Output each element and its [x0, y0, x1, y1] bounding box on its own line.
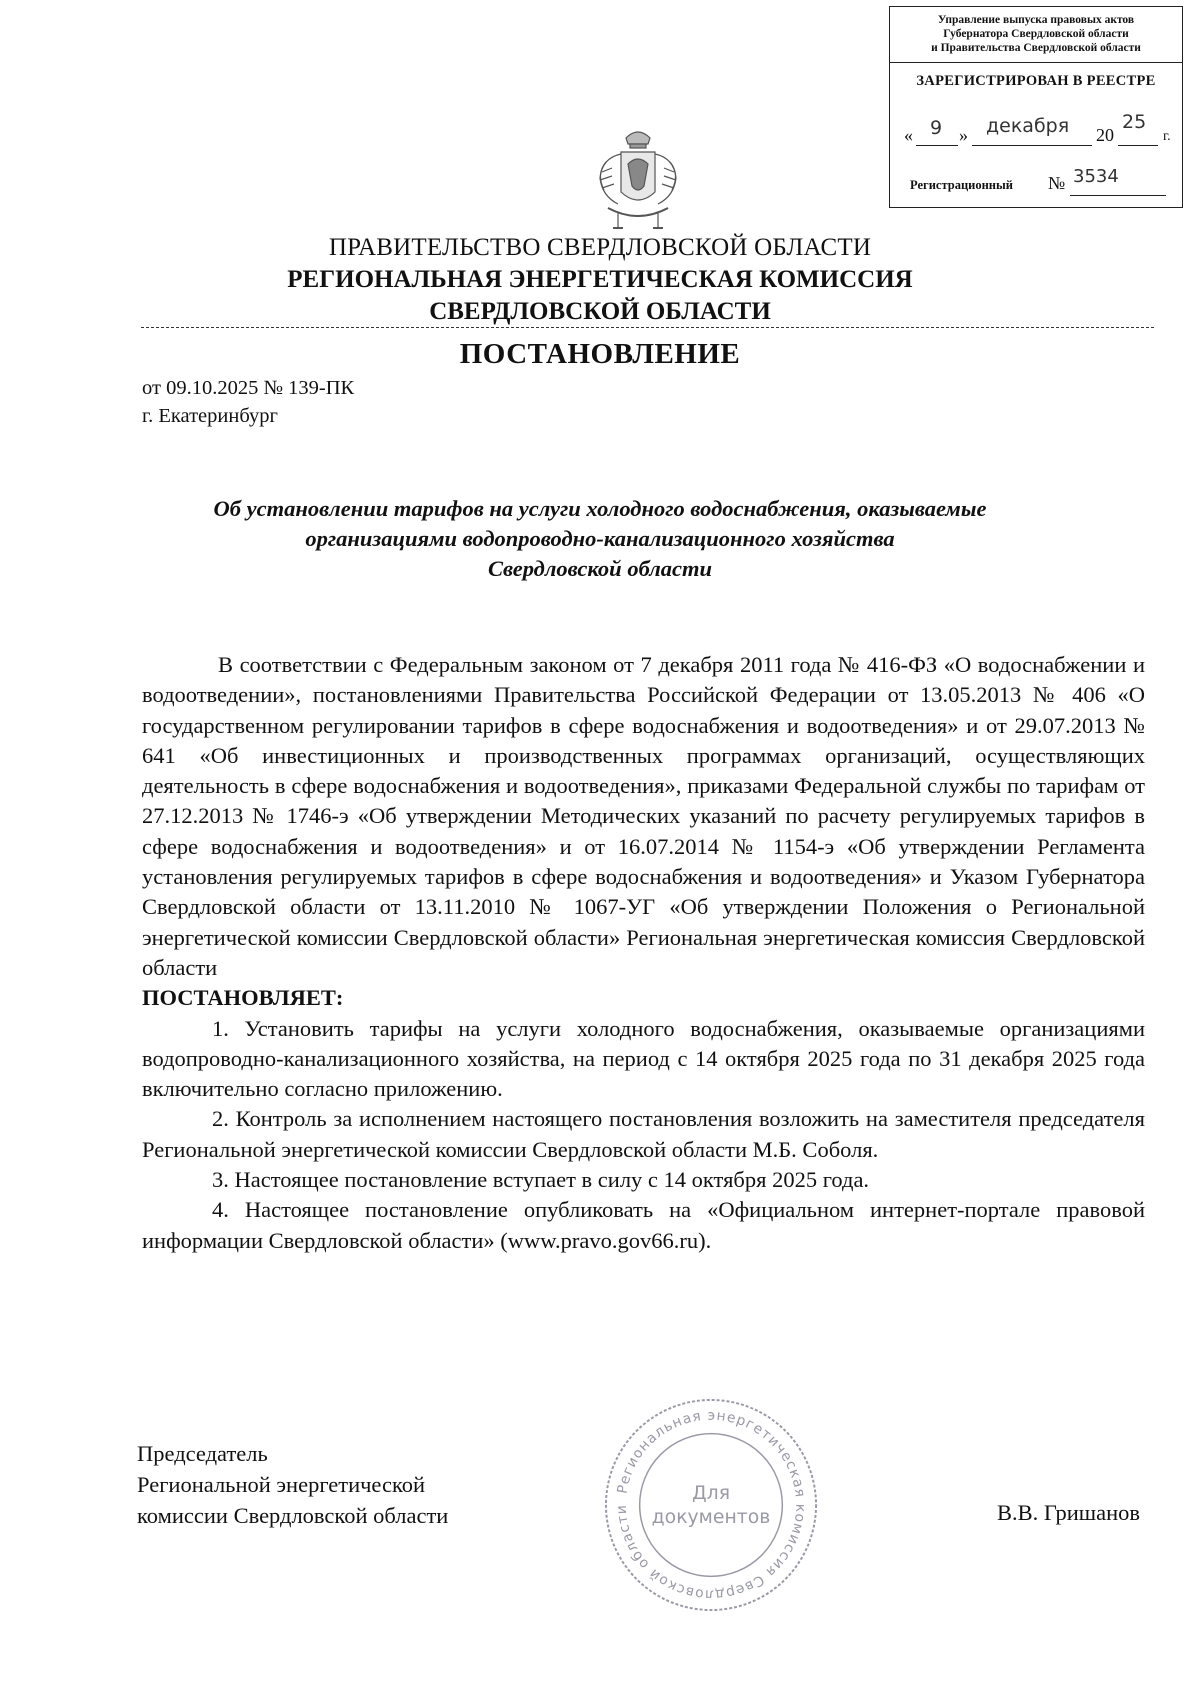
day-underline — [916, 145, 958, 146]
subject-line: Об установлении тарифов на услуги холодного водоснабжения, оказываемые — [213, 496, 987, 521]
document-date-number: от 09.10.2025 № 139-ПК — [142, 377, 355, 399]
registration-office-line: Губернатора Свердловской области — [943, 28, 1129, 40]
registration-title: ЗАРЕГИСТРИРОВАН В РЕЕСТРЕ — [916, 73, 1156, 89]
number-underline — [1070, 195, 1166, 196]
subject-line: Свердловской области — [487, 556, 713, 581]
quote-close: » — [959, 125, 968, 145]
position-line: Региональной энергетической — [137, 1472, 426, 1497]
registration-number-label: Регистрационный — [910, 178, 1013, 192]
official-seal — [602, 1395, 820, 1615]
quote-open: « — [904, 125, 913, 145]
year-underline — [1118, 145, 1158, 146]
header-divider — [141, 327, 1154, 328]
preamble-paragraph: В соответствии с Федеральным законом от 7 декабря 2011 года № 416-ФЗ «О водоснабжении и водоотведении», постановлениями Правительства Российской Федерации от 13.05.2013 № 406 «О государственном регулировании тарифов в сфере водоснабжения и водоотведения» и от 29.07.2013 № 641 «Об инвестиционных и производственных программах организаций, осуществляющих деятельность в сфере водоснабжения и водоотведения», приказами Федеральной службы по тарифам от 27.12.2013 № 1746-э «Об утверждении Методических указаний по расчету регулируемых тарифов в сфере водоснабжения и водоотведения» и от 16.07.2014 № 1154-э «Об утверждении Регламента установления регулируемых тарифов в сфере водоснабжения и водоотведения» и Указом Губернатора Свердловской области от 13.11.2010 № 1067-УГ «Об утверждении Положения о Региональной энергетической комиссии Свердловской области» Региональная энергетическая комиссия Свердловской области — [142, 652, 1145, 980]
number-sign: № — [1048, 173, 1066, 193]
year-unit: г. — [1163, 129, 1171, 144]
coat-of-arms-emblem — [588, 124, 688, 232]
registration-date — [890, 111, 1182, 147]
registration-year-suffix: 25 — [1122, 111, 1147, 133]
clause-paragraph: 1. Установить тарифы на услуги холодного водоснабжения, оказываемые организациями водопроводно-канализационного хозяйства, на период с 14 октября 2025 года по 31 декабря 2025 года включительно согласно приложению. — [142, 1015, 1145, 1102]
registration-day: 9 — [930, 117, 943, 139]
signatory-name: В.В. Гришанов — [997, 1500, 1140, 1525]
signatory-position — [137, 1438, 448, 1531]
registration-office — [890, 7, 1182, 63]
clause-paragraph: 3. Настоящее постановление вступает в силу с 14 октября 2025 года. — [212, 1167, 870, 1193]
document-meta — [142, 374, 354, 430]
registration-office-line: Управление выпуска правовых актов — [937, 14, 1135, 26]
document-subject — [150, 494, 1050, 584]
seal-ring-text: Региональная энергетическая комиссия Свердловской области — [613, 1407, 809, 1603]
document-type: ПОСТАНОВЛЕНИЕ — [459, 338, 741, 370]
decree-word: ПОСТАНОВЛЯЕТ: — [142, 985, 344, 1011]
subject-line: организациями водопроводно-канализационного хозяйства — [305, 526, 895, 551]
position-line: комиссии Свердловской области — [137, 1503, 449, 1528]
document-city: г. Екатеринбург — [142, 405, 278, 427]
registration-number: 3534 — [1073, 166, 1119, 187]
registration-month: декабря — [986, 115, 1070, 137]
document-body — [142, 650, 1145, 1256]
government-name: ПРАВИТЕЛЬСТВО СВЕРДЛОВСКОЙ ОБЛАСТИ — [328, 234, 872, 261]
commission-name-line1: РЕГИОНАЛЬНАЯ ЭНЕРГЕТИЧЕСКАЯ КОМИССИЯ — [287, 266, 913, 293]
clause-paragraph: 2. Контроль за исполнением настоящего постановления возложить на заместителя председателя Региональной энергетической комиссии Свердловской области М.Б. Соболя. — [142, 1106, 1145, 1162]
year-prefix: 20 — [1096, 125, 1114, 145]
svg-text:Региональная энергетическая ко — [614, 1408, 809, 1603]
seal-center-line2: документов — [651, 1506, 771, 1528]
clause-paragraph: 4. Настоящее постановление опубликовать на «Официальном интернет-портале правовой информации Свердловской области» (www.pravo.gov66.ru). — [142, 1197, 1145, 1253]
seal-center-line1: Для — [691, 1483, 731, 1505]
registration-office-line: и Правительства Свердловской области — [931, 42, 1141, 54]
position-line: Председатель — [137, 1441, 268, 1466]
month-underline — [972, 145, 1092, 146]
commission-name-line2: СВЕРДЛОВСКОЙ ОБЛАСТИ — [429, 298, 771, 325]
registration-stamp — [889, 6, 1183, 208]
